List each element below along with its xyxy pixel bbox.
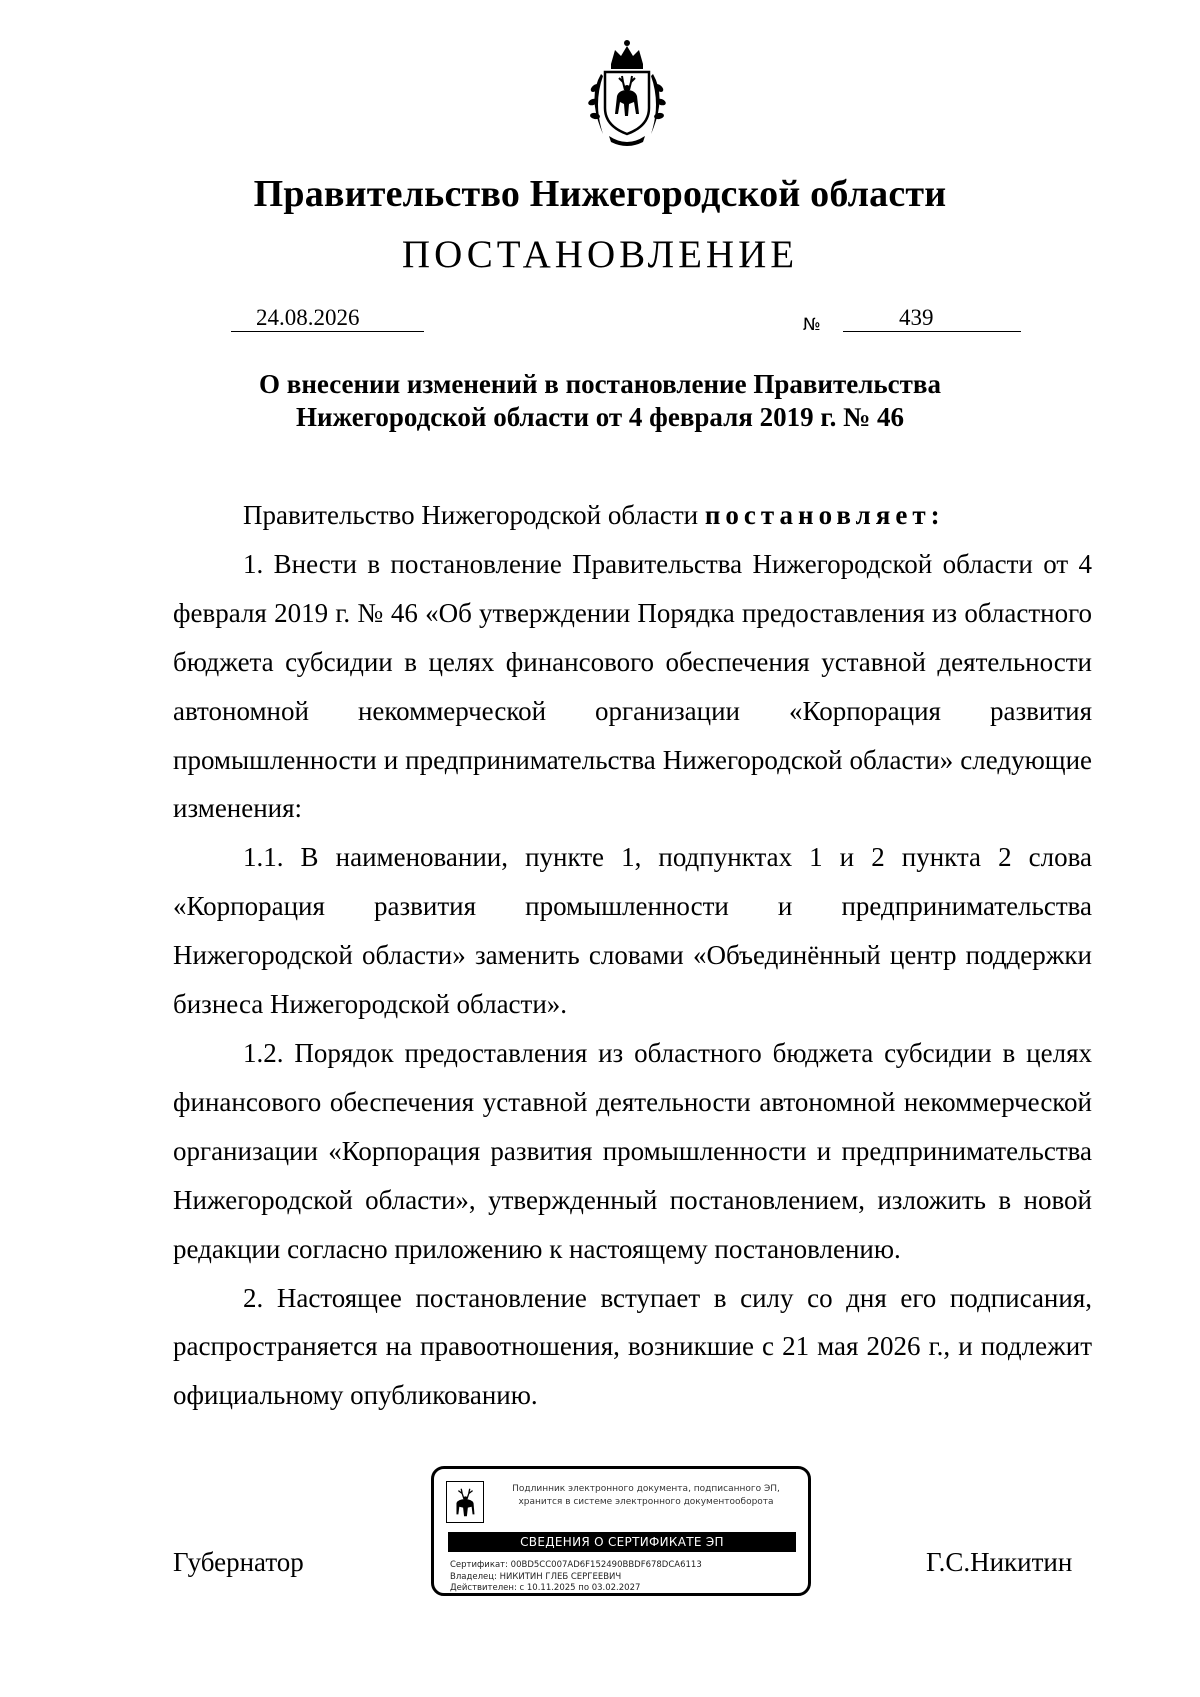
document-type: ПОСТАНОВЛЕНИЕ [401,233,799,276]
title-line-1: О внесении изменений в постановление Правительства [259,369,941,399]
document-body [173,491,1092,1420]
title-line-2: Нижегородской области от 4 февраля 2019 г. № 46 [295,402,905,432]
number-sign: № [803,315,821,335]
signatory-position: Губернатор [173,1547,304,1577]
certificate-validity: Действителен: с 10.11.2025 по 03.02.2027 [450,1583,641,1593]
intro-paragraph [173,491,1092,540]
signatory-name: Г.С.Никитин [926,1547,1073,1577]
certificate-owner: Владелец: НИКИТИН ГЛЕБ СЕРГЕЕВИЧ [450,1571,622,1582]
document-number: 439 [843,305,1021,332]
document-date: 24.08.2026 [231,305,424,332]
crown-icon [611,40,643,69]
stamp-header [492,1483,800,1509]
certificate-serial: Сертификат: 00BD5CC007AD6F152490BBDF678DCA6113 [450,1560,702,1570]
certificate-info-bar: СВЕДЕНИЯ О СЕРТИФИКАТЕ ЭП [448,1532,796,1552]
organization-name: Правительство Нижегородской области [253,173,947,215]
intro-text: Правительство Нижегородской области [243,500,699,530]
stamp-header-line-2: хранится в системе электронного документооборота [518,1497,774,1507]
coat-of-arms-emblem [573,38,681,150]
intro-emphasis: постановляет: [704,500,945,530]
paragraph-1-1: 1.1. В наименовании, пункте 1, подпунктах 1 и 2 пункта 2 слова «Корпорация развития промышленности и предпринимательства Нижегородской области» заменить словами «Объединённый центр поддержки бизнеса Нижегородской области». [173,842,1092,1020]
certificate-details [450,1560,702,1595]
paragraph-1: 1. Внести в постановление Правительства Нижегородской области от 4 февраля 2019 г. № 46 «Об утверждении Порядка предоставления из областного бюджета субсидии в целях финансового обеспечения уставной деятельности автономной некоммерческой организации «Корпорация развития промышленности и предпринимательства Нижегородской области» следующие изменения: [173,548,1092,824]
deer-emblem-icon [446,1481,484,1523]
electronic-signature-stamp [431,1466,811,1596]
paragraph-1-2: 1.2. Порядок предоставления из областного бюджета субсидии в целях финансового обеспечения уставной деятельности автономной некоммерческой организации «Корпорация развития промышленности и предпринимательства Нижегородской области», утвержденный постановлением, изложить в новой редакции согласно приложению к настоящему постановлению. [173,1037,1092,1264]
document-title [0,368,1200,434]
stamp-header-line-1: Подлинник электронного документа, подписанного ЭП, [512,1484,780,1494]
paragraph-2: 2. Настоящее постановление вступает в силу со дня его подписания, распространяется на правоотношения, возникшие с 21 мая 2026 г., и подлежит официальному опубликованию. [173,1282,1092,1411]
